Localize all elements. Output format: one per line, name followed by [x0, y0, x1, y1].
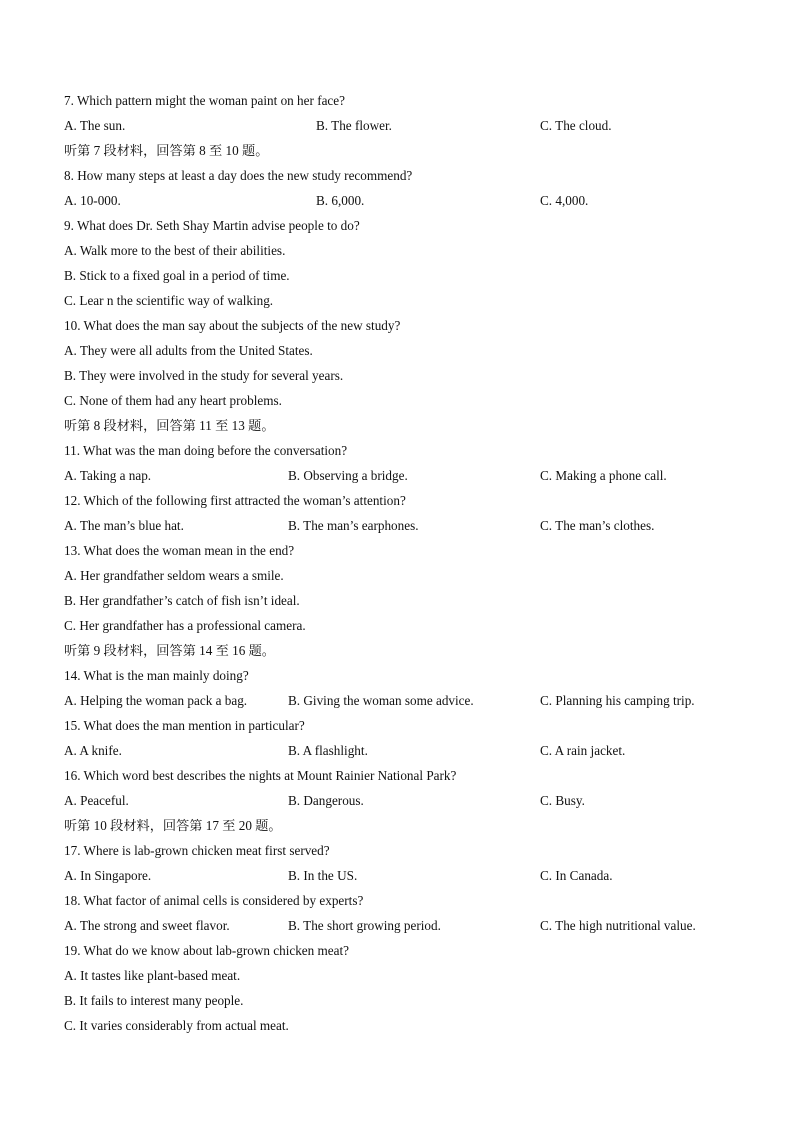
option-b: B. Observing a bridge.	[288, 468, 408, 483]
option-c: C. The high nutritional value.	[540, 918, 696, 933]
option-a: A. The sun.	[64, 118, 126, 133]
question-line: B. Stick to a fixed goal in a period of time.	[64, 268, 290, 283]
question-line: B. It fails to interest many people.	[64, 993, 244, 1008]
section-instruction: 听第 7 段材料，回答第 8 至 10 题。	[64, 143, 269, 158]
question-line: 17. Where is lab-grown chicken meat first served?	[64, 843, 330, 858]
option-c: C. Busy.	[540, 793, 585, 808]
options-row	[64, 913, 764, 938]
question-line: 10. What does the man say about the subjects of the new study?	[64, 318, 401, 333]
options-row	[64, 188, 764, 213]
question-line: 16. Which word best describes the nights at Mount Rainier National Park?	[64, 768, 457, 783]
option-a: A. A knife.	[64, 743, 122, 758]
option-a: A. 10-000.	[64, 193, 121, 208]
question-line: A. It tastes like plant-based meat.	[64, 968, 241, 983]
question-line: 15. What does the man mention in particular?	[64, 718, 305, 733]
question-line: C. It varies considerably from actual meat.	[64, 1018, 289, 1033]
option-a: A. Taking a nap.	[64, 468, 152, 483]
option-c: C. The man’s clothes.	[540, 518, 655, 533]
option-b: B. In the US.	[288, 868, 358, 883]
option-c: C. In Canada.	[540, 868, 613, 883]
option-b: B. Giving the woman some advice.	[288, 693, 474, 708]
options-row	[64, 113, 764, 138]
question-line: A. Walk more to the best of their abilities.	[64, 243, 286, 258]
question-line: C. None of them had any heart problems.	[64, 393, 282, 408]
options-row	[64, 463, 764, 488]
option-c: C. Planning his camping trip.	[540, 693, 695, 708]
option-c: C. 4,000.	[540, 193, 589, 208]
question-line: 8. How many steps at least a day does the new study recommend?	[64, 168, 413, 183]
section-instruction: 听第 8 段材料，回答第 11 至 13 题。	[64, 418, 275, 433]
question-line: 9. What does Dr. Seth Shay Martin advise people to do?	[64, 218, 360, 233]
options-row	[64, 738, 764, 763]
question-line: A. They were all adults from the United States.	[64, 343, 313, 358]
option-a: A. Helping the woman pack a bag.	[64, 693, 248, 708]
question-line: 7. Which pattern might the woman paint on her face?	[64, 93, 345, 108]
option-a: A. In Singapore.	[64, 868, 152, 883]
question-line: 18. What factor of animal cells is considered by experts?	[64, 893, 364, 908]
option-c: C. The cloud.	[540, 118, 612, 133]
question-line: B. They were involved in the study for several years.	[64, 368, 344, 383]
options-row	[64, 788, 764, 813]
option-a: A. Peaceful.	[64, 793, 129, 808]
question-line: B. Her grandfather’s catch of fish isn’t ideal.	[64, 593, 300, 608]
question-line: 13. What does the woman mean in the end?	[64, 543, 295, 558]
option-b: B. The short growing period.	[288, 918, 441, 933]
question-line: C. Lear n the scientific way of walking.	[64, 293, 274, 308]
option-b: B. A flashlight.	[288, 743, 368, 758]
section-instruction: 听第 10 段材料，回答第 17 至 20 题。	[64, 818, 282, 833]
option-a: A. The man’s blue hat.	[64, 518, 184, 533]
option-a: A. The strong and sweet flavor.	[64, 918, 230, 933]
option-b: B. Dangerous.	[288, 793, 364, 808]
section-instruction: 听第 9 段材料，回答第 14 至 16 题。	[64, 643, 275, 658]
question-line: A. Her grandfather seldom wears a smile.	[64, 568, 284, 583]
option-b: B. The flower.	[316, 118, 392, 133]
question-line: 11. What was the man doing before the conversation?	[64, 443, 348, 458]
question-line: C. Her grandfather has a professional camera.	[64, 618, 306, 633]
option-c: C. A rain jacket.	[540, 743, 626, 758]
options-row	[64, 688, 764, 713]
option-c: C. Making a phone call.	[540, 468, 667, 483]
exam-page-content	[64, 88, 764, 1038]
option-b: B. The man’s earphones.	[288, 518, 419, 533]
option-b: B. 6,000.	[316, 193, 365, 208]
question-line: 12. Which of the following first attracted the woman’s attention?	[64, 493, 406, 508]
question-line: 19. What do we know about lab-grown chicken meat?	[64, 943, 350, 958]
options-row	[64, 513, 764, 538]
options-row	[64, 863, 764, 888]
question-line: 14. What is the man mainly doing?	[64, 668, 249, 683]
